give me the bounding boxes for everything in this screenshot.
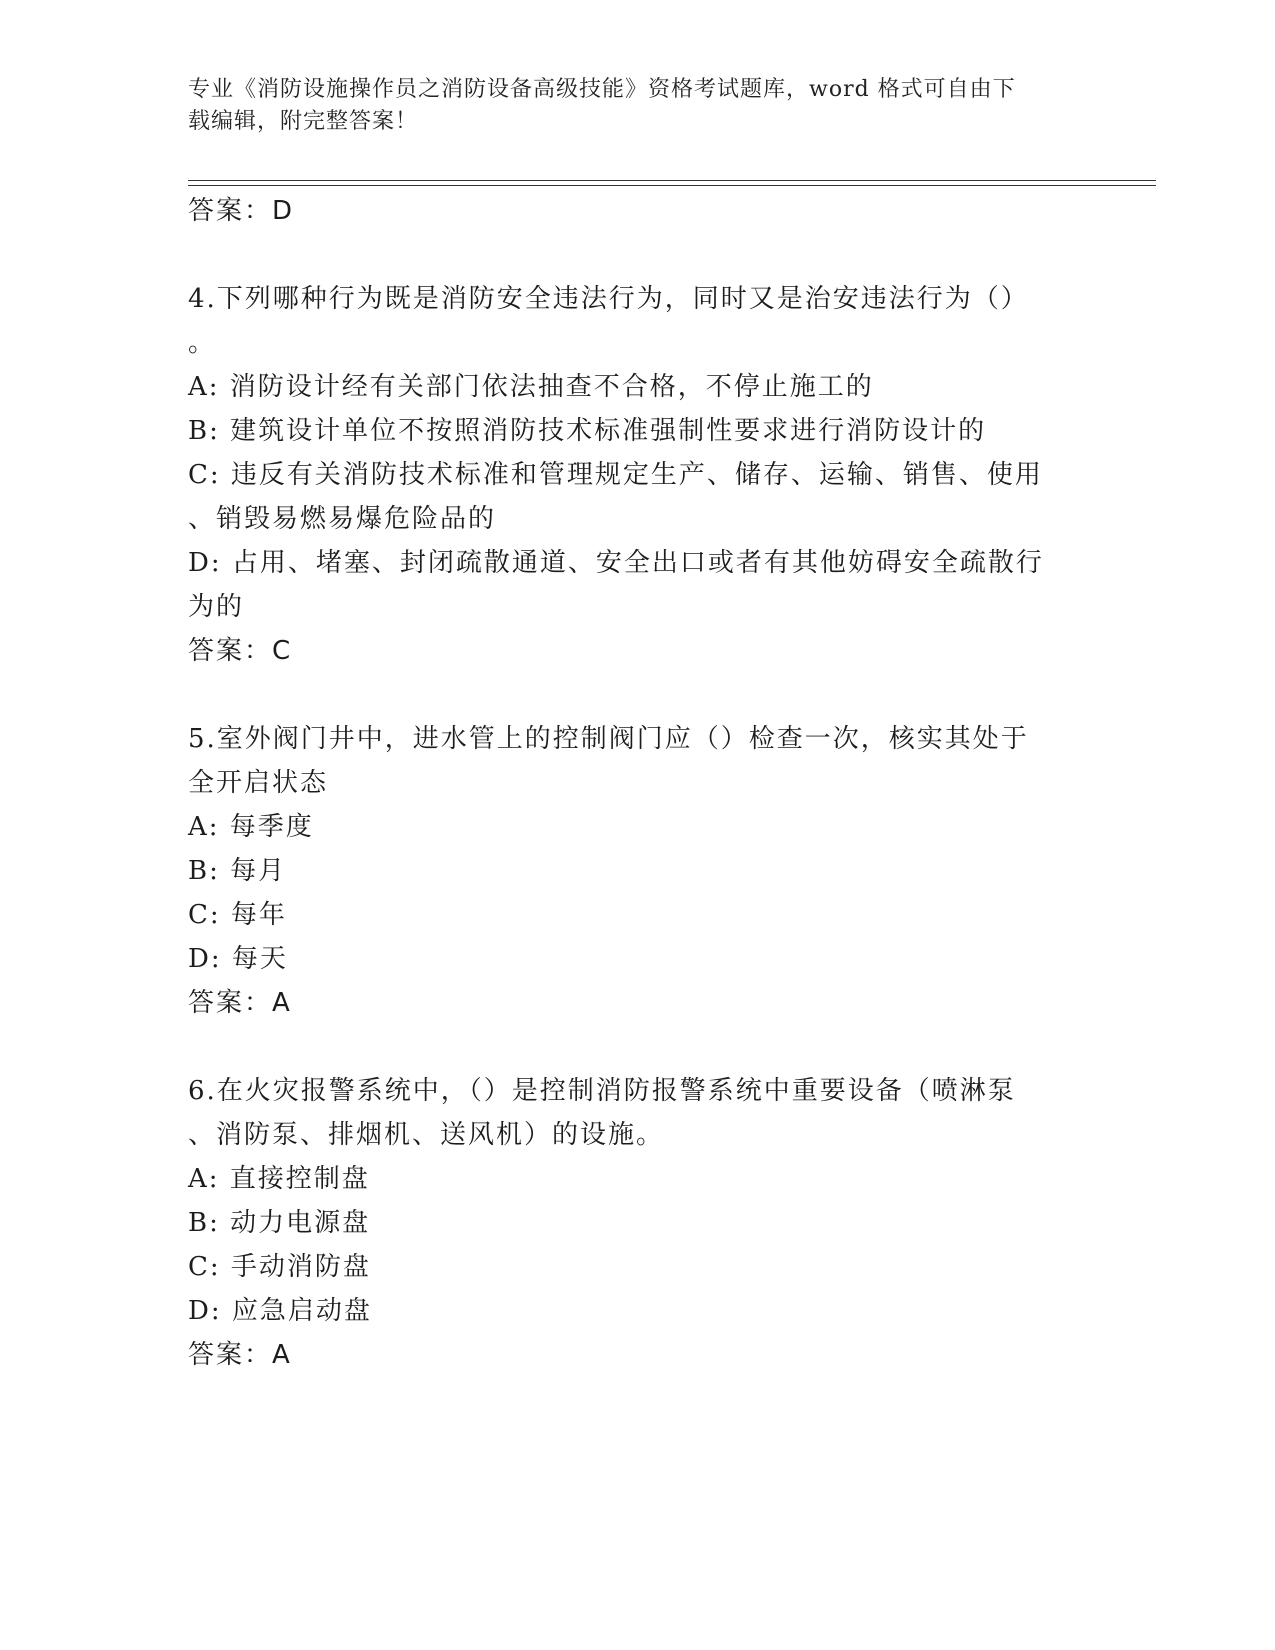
question-4-option-c-line-2: 、销毁易燃易爆危险品的 — [188, 504, 497, 534]
header-line-1: 专业《消防设施操作员之消防设备高级技能》资格考试题库，word 格式可自由下 — [188, 77, 1016, 102]
question-4-option-d-line-1: D: 占用、堵塞、封闭疏散通道、安全出口或者有其他妨碍安全疏散行 — [188, 548, 1044, 578]
question-6-option-d: D: 应急启动盘 — [188, 1296, 372, 1326]
question-6-stem-line-2: 、消防泵、排烟机、送风机）的设施。 — [188, 1120, 665, 1150]
question-4-option-b: B: 建筑设计单位不按照消防技术标准强制性要求进行消防设计的 — [188, 416, 987, 446]
question-4-answer: 答案：C — [188, 636, 293, 666]
question-4-option-d-line-2: 为的 — [188, 592, 245, 622]
question-6-stem-line-1: 6.在火灾报警系统中，（）是控制消防报警系统中重要设备（喷淋泵 — [188, 1076, 1016, 1106]
previous-answer: 答案：D — [188, 196, 295, 226]
header-line-2: 载编辑，附完整答案！ — [188, 109, 419, 134]
question-4-option-a: A: 消防设计经有关部门依法抽查不合格，不停止施工的 — [188, 372, 874, 402]
question-5-option-b: B: 每月 — [188, 856, 287, 886]
question-5-stem-line-2: 全开启状态 — [188, 768, 329, 798]
question-6-option-a: A: 直接控制盘 — [188, 1164, 370, 1194]
header-divider-top — [188, 180, 1156, 181]
question-4-stem-line-2: 。 — [188, 328, 217, 358]
question-6-option-b: B: 动力电源盘 — [188, 1208, 371, 1238]
document-header — [188, 74, 1068, 138]
question-5-option-d: D: 每天 — [188, 944, 288, 974]
question-5-option-c: C: 每年 — [188, 900, 287, 930]
question-5-stem-line-1: 5.室外阀门井中，进水管上的控制阀门应（）检查一次，核实其处于 — [188, 724, 1029, 754]
question-4-option-c-line-1: C: 违反有关消防技术标准和管理规定生产、储存、运输、销售、使用 — [188, 460, 1043, 490]
question-5-answer: 答案：A — [188, 988, 292, 1018]
question-5-option-a: A: 每季度 — [188, 812, 314, 842]
question-6-option-c: C: 手动消防盘 — [188, 1252, 371, 1282]
header-divider-bottom — [188, 185, 1156, 186]
question-4-stem-line-1: 4.下列哪种行为既是消防安全违法行为，同时又是治安违法行为（） — [188, 284, 1029, 314]
question-6-answer: 答案：A — [188, 1340, 292, 1370]
